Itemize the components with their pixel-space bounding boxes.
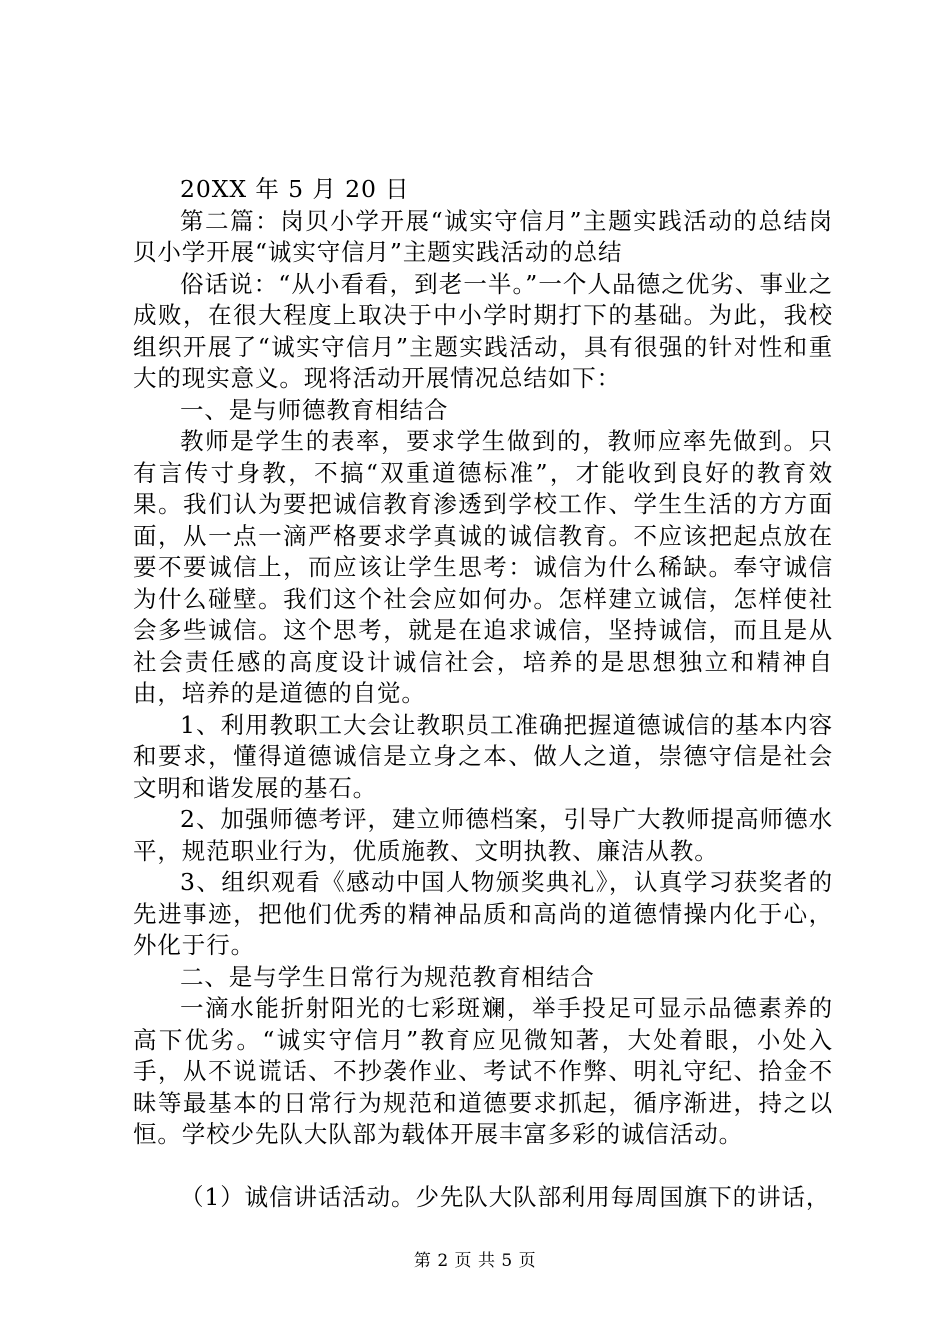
- body-paragraph: 一滴水能折射阳光的七彩斑斓，举手投足可显示品德素养的高下优劣。“诚实守信月”教育应见微知著，大处着眼，小处入手，从不说谎话、不抄袭作业、考试不作弊、明礼守纪、拾金不昧等最基本的日常行为规范和道德要求抓起，循序渐进，持之以恒。学校少先队大队部为载体开展丰富多彩的诚信活动。: [133, 994, 833, 1148]
- list-item-3: 3、组织观看《感动中国人物颁奖典礼》，认真学习获奖者的先进事迹，把他们优秀的精神品质和高尚的道德情操内化于心，外化于行。: [133, 868, 833, 959]
- section-heading-2: 二、是与学生日常行为规范教育相结合: [180, 962, 595, 991]
- section-heading-1: 一、是与师德教育相结合: [180, 395, 449, 424]
- body-paragraph: 教师是学生的表率，要求学生做到的，教师应率先做到。只有言传寸身教，不搞“双重道德标准”，才能收到良好的教育效果。我们认为要把诚信教育渗透到学校工作、学生生活的方方面面，从一点一滴严格要求学真诚的诚信教育。不应该把起点放在要不要诚信上，而应该让学生思考：诚信为什么稀缺。奉守诚信为什么碰壁。我们这个社会应如何办。怎样建立诚信，怎样使社会多些诚信。这个思考，就是在追求诚信，坚持诚信，而且是从社会责任感的高度设计诚信社会，培养的是思想独立和精神自由，培养的是道德的自觉。: [133, 427, 833, 707]
- list-item-1: 1、利用教职工大会让教职员工准确把握道德诚信的基本内容和要求，懂得道德诚信是立身之本、做人之道，崇德守信是社会文明和谐发展的基石。: [133, 710, 833, 802]
- page-footer: 第 2 页 共 5 页: [413, 1251, 537, 1271]
- sub-item-1: （1）诚信讲话活动。少先队大队部利用每周国旗下的讲话，: [180, 1182, 831, 1211]
- intro-paragraph: 俗话说：“从小看看，到老一半。”一个人品德之优劣、事业之成败，在很大程度上取决于中小学时期打下的基础。为此，我校组织开展了“诚实守信月”主题实践活动，具有很强的针对性和重大的现实意义。现将活动开展情况总结如下：: [133, 269, 833, 392]
- document-body: [133, 174, 833, 1213]
- list-item-2: 2、加强师德考评，建立师德档案，引导广大教师提高师德水平，规范职业行为，优质施教、文明执教、廉洁从教。: [133, 805, 833, 865]
- article-title: 第二篇：岗贝小学开展“诚实守信月”主题实践活动的总结岗贝小学开展“诚实守信月”主题实践活动的总结: [133, 206, 833, 266]
- date-line: 20XX 年 5 月 20 日: [180, 175, 410, 203]
